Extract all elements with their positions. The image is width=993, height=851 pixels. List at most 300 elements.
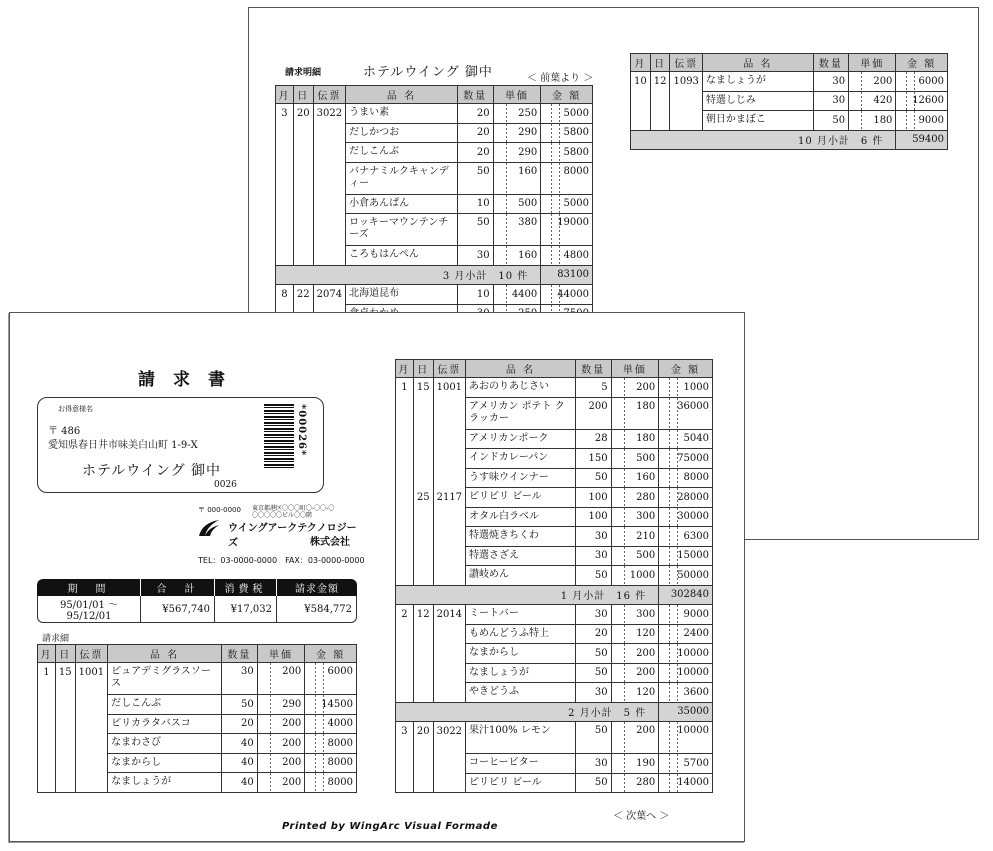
cell-amount: 14000 xyxy=(659,773,713,793)
cell-unit-price: 160 xyxy=(493,162,541,194)
cell-unit-price: 200 xyxy=(257,734,305,754)
table-row xyxy=(276,285,593,305)
cell-month xyxy=(396,488,414,508)
cell-slip: 1093 xyxy=(670,72,702,92)
cell-amount: 5000 xyxy=(541,194,593,214)
cell-amount: 8000 xyxy=(305,734,357,754)
cell-day xyxy=(293,143,313,163)
cell-amount: 9000 xyxy=(896,111,948,131)
cell-month xyxy=(396,644,414,664)
cell-slip xyxy=(433,449,465,469)
subtotal-row xyxy=(396,585,713,605)
cell-unit-price: 4400 xyxy=(493,285,541,305)
column-header: 単価 xyxy=(849,54,896,72)
table-row xyxy=(396,624,713,644)
cell-month: 10 xyxy=(631,72,651,92)
cell-qty: 28 xyxy=(575,429,611,449)
table-row xyxy=(276,214,593,246)
cell-month: 1 xyxy=(396,378,414,398)
cell-qty: 150 xyxy=(575,449,611,469)
column-header: 日 xyxy=(55,645,75,663)
cell-unit-price: 250 xyxy=(493,104,541,124)
cell-day xyxy=(650,111,670,131)
cell-amount: 50000 xyxy=(659,566,713,586)
section-label: 請求細 xyxy=(42,634,70,644)
cell-amount: 15000 xyxy=(659,546,713,566)
cell-item-name: バナナミルクキャンディー xyxy=(346,162,458,194)
table-row xyxy=(396,527,713,547)
cell-slip xyxy=(433,507,465,527)
company-block xyxy=(198,505,365,575)
cell-qty: 10 xyxy=(457,285,493,305)
back-right-table xyxy=(630,53,948,150)
cell-slip xyxy=(75,714,107,734)
barcode-icon xyxy=(264,404,294,470)
cell-unit-price: 160 xyxy=(611,468,659,488)
column-header: 数量 xyxy=(813,54,848,72)
table-row xyxy=(396,722,713,754)
cell-slip xyxy=(313,123,345,143)
cell-unit-price: 280 xyxy=(611,773,659,793)
table-row xyxy=(631,91,948,111)
cell-slip xyxy=(313,194,345,214)
cell-item-name: なましょうが xyxy=(702,72,813,92)
cell-item-name: なましょうが xyxy=(466,663,576,683)
cell-amount: 5040 xyxy=(659,429,713,449)
cell-qty: 50 xyxy=(813,111,848,131)
table-row xyxy=(276,104,593,124)
cell-month xyxy=(38,773,56,793)
cell-month: 3 xyxy=(396,722,414,754)
cell-unit-price: 200 xyxy=(611,663,659,683)
cell-month xyxy=(396,527,414,547)
company-type: 株式会社 xyxy=(310,537,350,548)
summary-table xyxy=(37,579,357,623)
cell-amount: 10000 xyxy=(659,722,713,754)
column-header: 金 額 xyxy=(541,86,593,104)
cell-amount: 9000 xyxy=(659,605,713,625)
cell-slip: 2117 xyxy=(433,488,465,508)
customer-address: 愛知県春日井市味美白山町 1-9-X xyxy=(48,440,198,451)
cell-unit-price: 290 xyxy=(493,143,541,163)
cell-unit-price: 200 xyxy=(849,72,896,92)
cell-item-name: なましょうが xyxy=(108,773,222,793)
cell-amount: 5000 xyxy=(541,104,593,124)
cell-qty: 20 xyxy=(575,624,611,644)
cell-item-name: 朝日かまぼこ xyxy=(702,111,813,131)
table-row xyxy=(396,468,713,488)
cell-qty: 40 xyxy=(222,734,258,754)
table-row xyxy=(396,449,713,469)
cell-item-name: やきどうふ xyxy=(466,683,576,703)
table-header xyxy=(631,54,948,72)
subtotal-amount: 302840 xyxy=(659,585,713,605)
cell-day xyxy=(413,468,433,488)
cell-month xyxy=(276,162,294,194)
cell-item-name: コーヒービター xyxy=(466,754,576,774)
table-header xyxy=(38,645,357,663)
summary-header-billed: 請求金額 xyxy=(277,579,357,596)
summary-tax: ¥17,032 xyxy=(215,596,277,623)
cell-unit-price: 300 xyxy=(611,507,659,527)
cell-qty: 20 xyxy=(222,714,258,734)
cell-month xyxy=(276,246,294,266)
summary-header-tax: 消費税 xyxy=(215,579,277,596)
table-row xyxy=(631,111,948,131)
cell-item-name: 特選さざえ xyxy=(466,546,576,566)
cell-amount: 2400 xyxy=(659,624,713,644)
column-header: 品 名 xyxy=(466,360,576,378)
cell-day xyxy=(413,397,433,429)
customer-name: ホテルウイング 御中 xyxy=(82,463,222,479)
cell-slip xyxy=(433,468,465,488)
barcode-text: *00026* xyxy=(296,404,307,457)
table-row xyxy=(631,72,948,92)
subtotal-amount: 59400 xyxy=(896,130,948,150)
cell-item-name: 讃岐めん xyxy=(466,566,576,586)
cell-day: 15 xyxy=(55,663,75,695)
cell-unit-price: 190 xyxy=(611,754,659,774)
column-header: 単価 xyxy=(611,360,659,378)
cell-day xyxy=(413,683,433,703)
cell-day: 25 xyxy=(413,488,433,508)
cell-month: 1 xyxy=(38,663,56,695)
next-page-nav: ＜ 次葉へ ＞ xyxy=(613,811,670,822)
cell-qty: 50 xyxy=(457,214,493,246)
cell-amount: 6300 xyxy=(659,527,713,547)
cell-slip xyxy=(670,111,702,131)
cell-amount: 19000 xyxy=(541,214,593,246)
cell-unit-price: 160 xyxy=(493,246,541,266)
cell-item-name: 果汁100% レモン xyxy=(466,722,576,754)
back-left-table xyxy=(275,85,593,324)
cell-slip: 2014 xyxy=(433,605,465,625)
cell-item-name: なまわさび xyxy=(108,734,222,754)
cell-unit-price: 210 xyxy=(611,527,659,547)
cell-month xyxy=(396,507,414,527)
subtotal-amount: 83100 xyxy=(541,265,593,285)
cell-slip xyxy=(433,397,465,429)
column-header: 単価 xyxy=(493,86,541,104)
table-row xyxy=(38,734,357,754)
subtotal-label: 2 月小計 5 件 xyxy=(396,702,659,722)
cell-day xyxy=(293,162,313,194)
address-block xyxy=(37,397,324,493)
cell-day xyxy=(650,91,670,111)
cell-unit-price: 200 xyxy=(611,722,659,754)
summary-total: ¥567,740 xyxy=(141,596,215,623)
cell-qty: 30 xyxy=(575,683,611,703)
cell-unit-price: 1000 xyxy=(611,566,659,586)
cell-unit-price: 200 xyxy=(611,644,659,664)
column-header: 品 名 xyxy=(108,645,222,663)
column-header: 月 xyxy=(276,86,294,104)
cell-day xyxy=(55,753,75,773)
cell-qty: 50 xyxy=(575,722,611,754)
cell-day xyxy=(293,123,313,143)
company-name: ウイングアークテクノロジーズ xyxy=(228,523,357,549)
cell-unit-price: 420 xyxy=(849,91,896,111)
cell-slip xyxy=(313,214,345,246)
column-header: 数量 xyxy=(575,360,611,378)
cell-amount: 8000 xyxy=(305,753,357,773)
cell-qty: 50 xyxy=(575,663,611,683)
cell-unit-price: 200 xyxy=(611,378,659,398)
cell-item-name: ピュアデミグラスソース xyxy=(108,663,222,695)
summary-period: 95/01/01 ～ 95/12/01 xyxy=(37,596,141,623)
table-row xyxy=(396,507,713,527)
subtotal-label: 3 月小計 10 件 xyxy=(276,265,541,285)
cell-slip xyxy=(313,143,345,163)
summary-header-period: 期 間 xyxy=(37,579,141,596)
cell-amount: 8000 xyxy=(305,773,357,793)
column-header: 数量 xyxy=(222,645,258,663)
to-label: お得意様名 xyxy=(58,405,93,413)
cell-qty: 30 xyxy=(813,91,848,111)
company-tel-fax: TEL：03-0000-0000 FAX：03-0000-0000 xyxy=(198,556,365,565)
cell-item-name: なまからし xyxy=(108,753,222,773)
cell-amount: 8000 xyxy=(659,468,713,488)
cell-qty: 30 xyxy=(575,527,611,547)
cell-unit-price: 200 xyxy=(257,714,305,734)
cell-day: 20 xyxy=(413,722,433,754)
cell-amount: 5800 xyxy=(541,123,593,143)
cell-month: 3 xyxy=(276,104,294,124)
cell-qty: 50 xyxy=(575,566,611,586)
cell-slip xyxy=(75,773,107,793)
cell-slip xyxy=(433,527,465,547)
cell-slip: 2074 xyxy=(313,285,345,305)
table-row xyxy=(38,663,357,695)
cell-day xyxy=(413,773,433,793)
cell-slip: 3022 xyxy=(313,104,345,124)
cell-item-name: もめんどうふ特上 xyxy=(466,624,576,644)
table-row xyxy=(396,546,713,566)
cell-slip: 1001 xyxy=(75,663,107,695)
cell-item-name: ピリカラタバスコ xyxy=(108,714,222,734)
cell-day: 12 xyxy=(413,605,433,625)
cell-amount: 5700 xyxy=(659,754,713,774)
column-header: 数量 xyxy=(457,86,493,104)
table-row xyxy=(276,162,593,194)
summary-header-total: 合 計 xyxy=(141,579,215,596)
cell-day xyxy=(413,507,433,527)
cell-amount: 1000 xyxy=(659,378,713,398)
cell-item-name: アメリカンポーク xyxy=(466,429,576,449)
cell-month xyxy=(38,753,56,773)
subtotal-row xyxy=(276,265,593,285)
cell-item-name: オタル白ラベル xyxy=(466,507,576,527)
cell-qty: 50 xyxy=(575,468,611,488)
table-row xyxy=(396,566,713,586)
cell-day: 12 xyxy=(650,72,670,92)
column-header: 月 xyxy=(38,645,56,663)
cell-slip xyxy=(433,429,465,449)
column-header: 金 額 xyxy=(659,360,713,378)
table-row xyxy=(396,605,713,625)
customer-title: ホテルウイング 御中 xyxy=(363,65,493,80)
cell-amount: 28000 xyxy=(659,488,713,508)
cell-slip xyxy=(433,644,465,664)
column-header: 伝票 xyxy=(670,54,702,72)
cell-unit-price: 120 xyxy=(611,624,659,644)
cell-month xyxy=(396,773,414,793)
table-row xyxy=(38,773,357,793)
cell-month xyxy=(276,143,294,163)
column-header: 月 xyxy=(631,54,651,72)
cell-amount: 36000 xyxy=(659,397,713,429)
cell-amount: 3600 xyxy=(659,683,713,703)
cell-unit-price: 200 xyxy=(257,773,305,793)
cell-slip: 3022 xyxy=(433,722,465,754)
cell-unit-price: 500 xyxy=(611,546,659,566)
cell-unit-price: 300 xyxy=(611,605,659,625)
cell-slip xyxy=(75,734,107,754)
cell-amount: 4800 xyxy=(541,246,593,266)
cell-unit-price: 500 xyxy=(493,194,541,214)
cell-amount: 44000 xyxy=(541,285,593,305)
cell-day xyxy=(55,734,75,754)
cell-month: 2 xyxy=(396,605,414,625)
subtotal-amount: 35000 xyxy=(659,702,713,722)
cell-item-name: ミートバー xyxy=(466,605,576,625)
cell-month xyxy=(38,695,56,715)
table-row xyxy=(396,773,713,793)
cell-month xyxy=(38,734,56,754)
cell-month xyxy=(396,566,414,586)
cell-slip xyxy=(75,753,107,773)
cell-item-name: だしこんぶ xyxy=(108,695,222,715)
column-header: 伝票 xyxy=(433,360,465,378)
summary-billed: ¥584,772 xyxy=(277,596,357,623)
cell-day xyxy=(413,754,433,774)
cell-item-name: インドカレーパン xyxy=(466,449,576,469)
cell-month xyxy=(276,194,294,214)
cell-month xyxy=(276,123,294,143)
cell-item-name: 小倉あんぱん xyxy=(346,194,458,214)
cell-day xyxy=(293,214,313,246)
cell-qty: 40 xyxy=(222,753,258,773)
prev-page-nav: ＜ 前葉より ＞ xyxy=(527,73,594,84)
cell-amount: 30000 xyxy=(659,507,713,527)
cell-day xyxy=(413,527,433,547)
section-label: 請求明細 xyxy=(285,68,322,78)
cell-month xyxy=(396,468,414,488)
cell-day xyxy=(413,429,433,449)
column-header: 日 xyxy=(413,360,433,378)
cell-amount: 12600 xyxy=(896,91,948,111)
cell-qty: 50 xyxy=(222,695,258,715)
cell-item-name: ピリピリ ビール xyxy=(466,488,576,508)
cell-amount: 10000 xyxy=(659,644,713,664)
cell-amount: 14500 xyxy=(305,695,357,715)
table-row xyxy=(276,246,593,266)
cell-slip xyxy=(75,695,107,715)
cell-unit-price: 200 xyxy=(257,753,305,773)
cell-qty: 20 xyxy=(457,123,493,143)
cell-unit-price: 290 xyxy=(493,123,541,143)
cell-unit-price: 380 xyxy=(493,214,541,246)
cell-amount: 75000 xyxy=(659,449,713,469)
cell-month: 8 xyxy=(276,285,294,305)
cell-amount: 10000 xyxy=(659,663,713,683)
table-row xyxy=(396,644,713,664)
cell-day xyxy=(55,695,75,715)
subtotal-row xyxy=(631,130,948,150)
cell-slip xyxy=(313,162,345,194)
cell-day: 20 xyxy=(293,104,313,124)
cell-day: 22 xyxy=(293,285,313,305)
cell-day xyxy=(413,566,433,586)
table-row xyxy=(276,143,593,163)
cell-slip xyxy=(433,624,465,644)
cell-slip xyxy=(433,773,465,793)
cell-month xyxy=(396,449,414,469)
cell-day xyxy=(55,773,75,793)
cell-month xyxy=(631,91,651,111)
cell-month xyxy=(396,663,414,683)
column-header: 金 額 xyxy=(896,54,948,72)
cell-unit-price: 180 xyxy=(611,397,659,429)
cell-slip: 1001 xyxy=(433,378,465,398)
subtotal-label: 1 月小計 16 件 xyxy=(396,585,659,605)
cell-day xyxy=(413,663,433,683)
cell-amount: 8000 xyxy=(541,162,593,194)
column-header: 品 名 xyxy=(346,86,458,104)
table-header xyxy=(396,360,713,378)
cell-unit-price: 120 xyxy=(611,683,659,703)
cell-slip xyxy=(433,663,465,683)
table-row xyxy=(396,488,713,508)
document-title: 請求書 xyxy=(138,370,243,390)
table-row xyxy=(38,714,357,734)
company-address: 東京都港区〇〇〇町〇-〇〇-〇 〇〇〇〇〇ビル〇〇階 xyxy=(252,505,335,519)
column-header: 金 額 xyxy=(305,645,357,663)
table-row xyxy=(396,663,713,683)
cell-unit-price: 180 xyxy=(611,429,659,449)
table-row xyxy=(396,429,713,449)
cell-slip xyxy=(433,683,465,703)
table-row xyxy=(38,695,357,715)
cell-month xyxy=(396,754,414,774)
cell-item-name: だしこんぶ xyxy=(346,143,458,163)
cell-unit-price: 200 xyxy=(257,663,305,695)
cell-item-name: うす味ウインナー xyxy=(466,468,576,488)
front-right-table xyxy=(395,359,713,793)
cell-day xyxy=(293,194,313,214)
cell-qty: 20 xyxy=(457,104,493,124)
cell-item-name: あおのりあじさい xyxy=(466,378,576,398)
column-header: 伝票 xyxy=(313,86,345,104)
cell-day xyxy=(413,624,433,644)
cell-slip xyxy=(433,566,465,586)
cell-unit-price: 180 xyxy=(849,111,896,131)
cell-qty: 10 xyxy=(457,194,493,214)
cell-day xyxy=(413,449,433,469)
cell-amount: 6000 xyxy=(896,72,948,92)
cell-qty: 30 xyxy=(575,605,611,625)
cell-item-name: うまい素 xyxy=(346,104,458,124)
customer-code: 0026 xyxy=(214,480,237,490)
cell-qty: 5 xyxy=(575,378,611,398)
cell-month xyxy=(396,429,414,449)
column-header: 単価 xyxy=(257,645,305,663)
company-logo-icon xyxy=(198,519,220,537)
cell-month xyxy=(631,111,651,131)
cell-slip xyxy=(433,546,465,566)
cell-item-name: 特選しじみ xyxy=(702,91,813,111)
company-zip: 〒 000-0000 xyxy=(198,506,241,514)
